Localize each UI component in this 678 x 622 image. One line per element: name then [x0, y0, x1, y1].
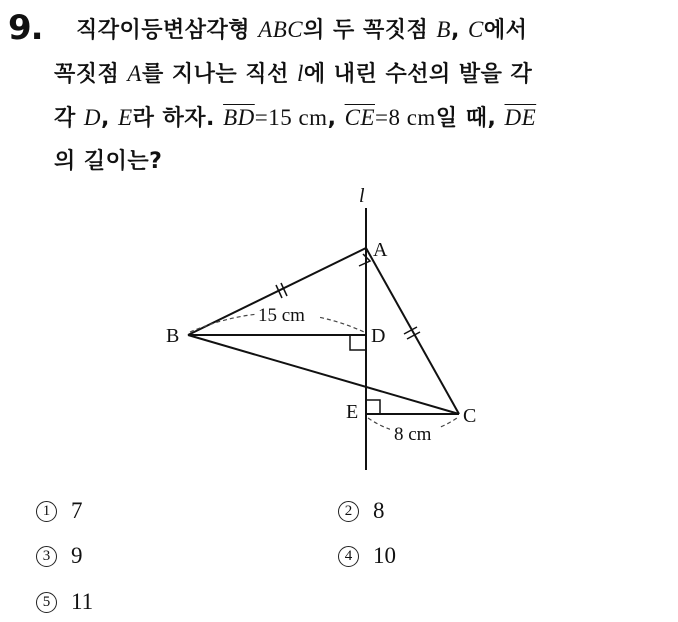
math-segment: $\overline{BD}$ — [223, 105, 255, 130]
choice-2[interactable] — [338, 496, 385, 526]
point-e-label: E — [346, 401, 359, 423]
text-segment: 의 두 꼭짓점 — [303, 18, 437, 43]
choice-3[interactable] — [36, 541, 83, 571]
choice-5[interactable] — [36, 587, 93, 617]
choice-2-mark: 2 — [338, 501, 359, 522]
text-segment: 의 길이는? — [54, 149, 163, 174]
bd-length-label: 15 cm — [258, 305, 305, 326]
text-segment: 에서 — [483, 18, 528, 43]
text-segment: , — [327, 106, 345, 131]
choice-1[interactable] — [36, 496, 83, 526]
question-number: 9. — [8, 8, 43, 48]
text-segment: 직각이등변삼각형 — [76, 18, 259, 43]
math-segment: E — [118, 105, 133, 130]
point-a-label: A — [373, 239, 388, 261]
line-l-label: l — [359, 185, 365, 207]
math-segment: B — [436, 17, 451, 42]
measure-segment: =15 cm — [254, 105, 328, 130]
stem-line-3 — [54, 100, 669, 144]
right-angle-d — [350, 335, 366, 350]
math-segment: D — [83, 105, 102, 130]
math-segment: ABC — [258, 17, 304, 42]
choice-5-value: 11 — [71, 589, 94, 614]
choice-1-mark: 1 — [36, 501, 57, 522]
choice-4-mark: 4 — [338, 546, 359, 567]
choice-5-mark: 5 — [36, 592, 57, 613]
choice-4[interactable] — [338, 541, 396, 571]
text-segment: , — [450, 18, 468, 43]
stem-line-1 — [54, 12, 669, 56]
text-segment: 꼭짓점 — [54, 62, 128, 87]
math-segment: $\overline{DE}$ — [504, 105, 537, 130]
point-b-label: B — [166, 325, 180, 347]
text-segment: 에 내린 수선의 발을 각 — [303, 62, 533, 87]
ec-length-label: 8 cm — [394, 424, 432, 445]
text-segment: 일 때, — [435, 106, 505, 131]
text-segment: , — [101, 106, 119, 131]
math-segment: $\overline{CE}$ — [344, 105, 375, 130]
point-c-label: C — [463, 405, 477, 427]
point-d-label: D — [371, 325, 386, 347]
choice-4-value: 10 — [373, 543, 396, 568]
choice-3-value: 9 — [71, 543, 83, 568]
text-segment: 를 지나는 직선 — [141, 62, 297, 87]
math-segment: C — [467, 17, 484, 42]
geometry-figure — [140, 182, 520, 478]
text-segment: 라 하자. — [132, 106, 224, 131]
math-segment: l — [296, 61, 304, 86]
measure-segment: =8 cm — [375, 105, 436, 130]
math-segment: A — [127, 61, 142, 86]
choice-2-value: 8 — [373, 498, 385, 523]
stem-line-2 — [54, 56, 669, 100]
choice-1-value: 7 — [71, 498, 83, 523]
right-angle-e — [366, 400, 380, 414]
question-stem — [54, 12, 669, 188]
choice-3-mark: 3 — [36, 546, 57, 567]
figure-svg — [140, 182, 520, 478]
text-segment: 각 — [54, 106, 84, 131]
segment-bc — [188, 335, 459, 414]
right-angle-a — [359, 254, 370, 266]
